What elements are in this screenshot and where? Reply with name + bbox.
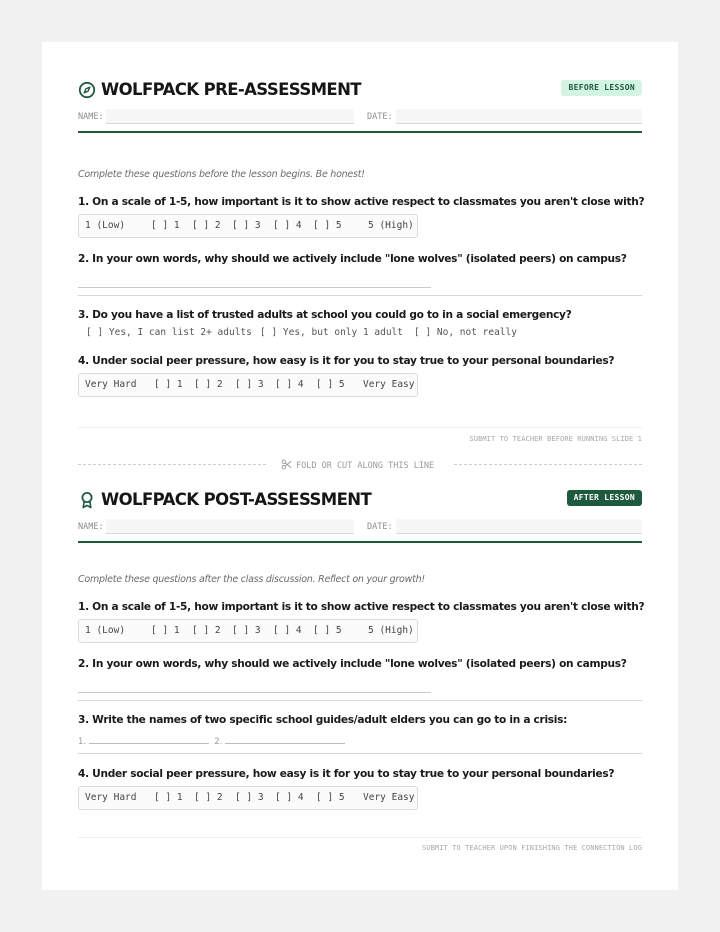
- rating-checkbox-3[interactable]: [ ] 3: [235, 379, 264, 390]
- scale-high-label: Very Easy: [363, 379, 415, 390]
- blank-1-line[interactable]: [89, 735, 209, 744]
- rating-checkbox-2[interactable]: [ ] 2: [192, 625, 221, 636]
- rating-checkbox-5[interactable]: [ ] 5: [316, 379, 345, 390]
- rating-checkbox-2[interactable]: [ ] 2: [192, 220, 221, 231]
- submit-note: SUBMIT TO TEACHER UPON FINISHING THE CONNECTION LOG: [421, 844, 642, 852]
- footer-divider: [78, 427, 642, 428]
- pre-assessment-section: [78, 42, 645, 462]
- blank-1-number: 1.: [78, 737, 87, 747]
- name-label: NAME:: [78, 112, 104, 122]
- blank-2-line[interactable]: [225, 735, 345, 744]
- rating-checkbox-2[interactable]: [ ] 2: [194, 792, 223, 803]
- scale-high-label: 5 (High): [368, 625, 414, 636]
- page-title: WOLFPACK PRE-ASSESSMENT: [101, 80, 361, 99]
- rating-checkbox-3[interactable]: [ ] 3: [232, 625, 261, 636]
- question-1: 1. On a scale of 1-5, how important is it to show active respect to classmates you aren't close with?: [78, 601, 645, 613]
- scale-low-label: Very Hard: [85, 379, 137, 390]
- rating-checkbox-1[interactable]: [ ] 1: [151, 625, 180, 636]
- scale-low-label: 1 (Low): [85, 220, 126, 231]
- rating-checkbox-3[interactable]: [ ] 3: [232, 220, 261, 231]
- header-rule: [78, 541, 642, 543]
- scale-low-label: Very Hard: [85, 792, 137, 803]
- rating-checkbox-4[interactable]: [ ] 4: [273, 625, 302, 636]
- question-3: 3. Do you have a list of trusted adults at school you could go to in a social emergency?: [78, 309, 572, 321]
- rating-checkbox-2[interactable]: [ ] 2: [194, 379, 223, 390]
- answer-divider: [78, 753, 642, 754]
- pre-header: [78, 79, 642, 103]
- question-3: 3. Write the names of two specific school guides/adult elders you can go to in a crisis:: [78, 714, 568, 726]
- rating-checkbox-5[interactable]: [ ] 5: [316, 792, 345, 803]
- worksheet-page: [42, 42, 678, 890]
- crisis-blanks: [78, 735, 345, 747]
- option-one-adult[interactable]: [ ] Yes, but only 1 adult: [260, 327, 403, 338]
- rating-checkbox-4[interactable]: [ ] 4: [275, 792, 304, 803]
- rating-scale-q1: [78, 619, 418, 643]
- name-date-row: [78, 111, 642, 133]
- question-4: 4. Under social peer pressure, how easy is it for you to stay true to your personal boundaries?: [78, 355, 615, 367]
- answer-divider: [78, 295, 642, 296]
- date-label: DATE:: [367, 522, 393, 532]
- post-assessment-section: [78, 452, 645, 872]
- status-badge: AFTER LESSON: [567, 490, 642, 506]
- question-2: 2. In your own words, why should we actively include "lone wolves" (isolated peers) on campus?: [78, 253, 627, 265]
- date-field[interactable]: [396, 109, 642, 124]
- name-field[interactable]: [106, 519, 354, 534]
- scale-high-label: Very Easy: [363, 792, 415, 803]
- compass-icon: [78, 81, 96, 99]
- rating-checkbox-1[interactable]: [ ] 1: [154, 792, 183, 803]
- date-field[interactable]: [396, 519, 642, 534]
- rating-scale-q4: [78, 786, 418, 810]
- instructions: Complete these questions before the lesson begins. Be honest!: [78, 169, 365, 180]
- instructions: Complete these questions after the class discussion. Reflect on your growth!: [78, 574, 425, 585]
- header-rule: [78, 131, 642, 133]
- status-badge: BEFORE LESSON: [561, 80, 642, 96]
- answer-divider: [78, 700, 642, 701]
- option-no[interactable]: [ ] No, not really: [414, 327, 517, 338]
- name-date-row: [78, 521, 642, 543]
- rating-checkbox-4[interactable]: [ ] 4: [275, 379, 304, 390]
- answer-line[interactable]: [78, 287, 431, 288]
- blank-2-number: 2.: [214, 737, 223, 747]
- option-two-plus-adults[interactable]: [ ] Yes, I can list 2+ adults: [86, 327, 252, 338]
- scale-low-label: 1 (Low): [85, 625, 126, 636]
- name-label: NAME:: [78, 522, 104, 532]
- question-4: 4. Under social peer pressure, how easy is it for you to stay true to your personal boundaries?: [78, 768, 615, 780]
- rating-checkbox-1[interactable]: [ ] 1: [154, 379, 183, 390]
- cut-label: FOLD OR CUT ALONG THIS LINE: [296, 461, 435, 471]
- rating-checkbox-3[interactable]: [ ] 3: [235, 792, 264, 803]
- rating-checkbox-1[interactable]: [ ] 1: [151, 220, 180, 231]
- question-2: 2. In your own words, why should we actively include "lone wolves" (isolated peers) on campus?: [78, 658, 627, 670]
- award-ribbon-icon: [78, 491, 96, 509]
- submit-note: SUBMIT TO TEACHER BEFORE RUNNING SLIDE 1: [469, 435, 642, 443]
- rating-checkbox-5[interactable]: [ ] 5: [313, 220, 342, 231]
- scale-high-label: 5 (High): [368, 220, 414, 231]
- date-label: DATE:: [367, 112, 393, 122]
- name-field[interactable]: [106, 109, 354, 124]
- question-1: 1. On a scale of 1-5, how important is it to show active respect to classmates you aren't close with?: [78, 196, 645, 208]
- rating-scale-q1: [78, 214, 418, 238]
- page-title: WOLFPACK POST-ASSESSMENT: [101, 490, 372, 509]
- rating-scale-q4: [78, 373, 418, 397]
- rating-checkbox-5[interactable]: [ ] 5: [313, 625, 342, 636]
- post-header: [78, 489, 642, 513]
- answer-line[interactable]: [78, 692, 431, 693]
- rating-checkbox-4[interactable]: [ ] 4: [273, 220, 302, 231]
- footer-divider: [78, 837, 642, 838]
